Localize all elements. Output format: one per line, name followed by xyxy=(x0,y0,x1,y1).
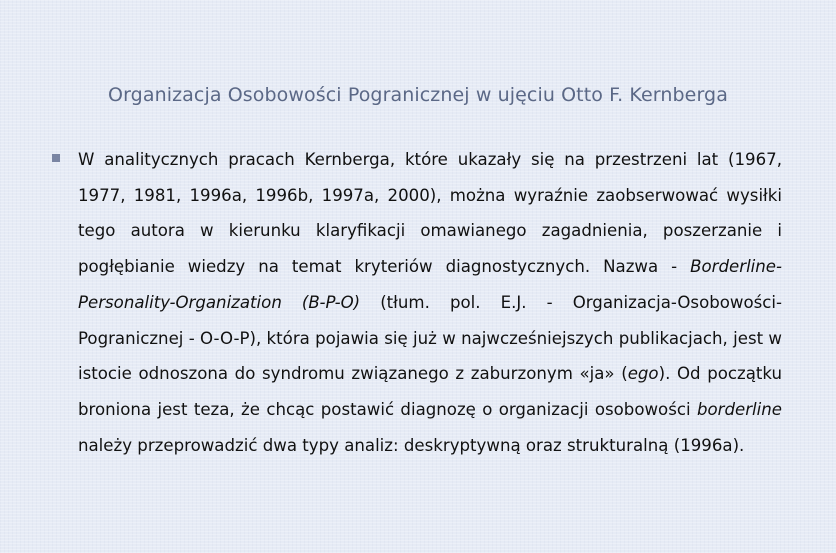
paragraph-part-4: należy przeprowadzić dwa typy analiz: deskryptywną oraz strukturalną (1996a). xyxy=(78,435,745,455)
paragraph-part-3: ). Od początku broniona jest teza, że chcąc postawić diagnozę o organizacji osobowości xyxy=(78,364,783,419)
paragraph-part-2: (tłum. pol. E.J. - Organizacja-Osobowości-Pogranicznej - O-O-P), która pojawia się już w najwcześniejszych publikacjach, jest w istocie odnoszona do syndromu związanego z zaburzonym «ja» ( xyxy=(78,292,782,384)
term-ego: ego xyxy=(627,364,659,384)
body-paragraph xyxy=(78,142,782,463)
term-bpo: Borderline-Personality-Organization (B-P-O) xyxy=(78,257,782,312)
slide-title: Organizacja Osobowości Pogranicznej w ujęciu Otto F. Kernberga xyxy=(108,84,728,106)
term-borderline: borderline xyxy=(696,399,782,419)
paragraph-part-1: W analitycznych pracach Kernberga, które ukazały się na przestrzeni lat (1967, 1977, 1981, 1996a, 1996b, 1997a, 2000), można wyraźnie zaobserwować wysiłki tego autora w kierunku klaryfikacji omawianego zagadnienia, poszerzanie i pogłębianie wiedzy na temat kryteriów diagnostycznych. Nazwa - xyxy=(78,150,782,277)
square-bullet-icon xyxy=(52,154,60,162)
